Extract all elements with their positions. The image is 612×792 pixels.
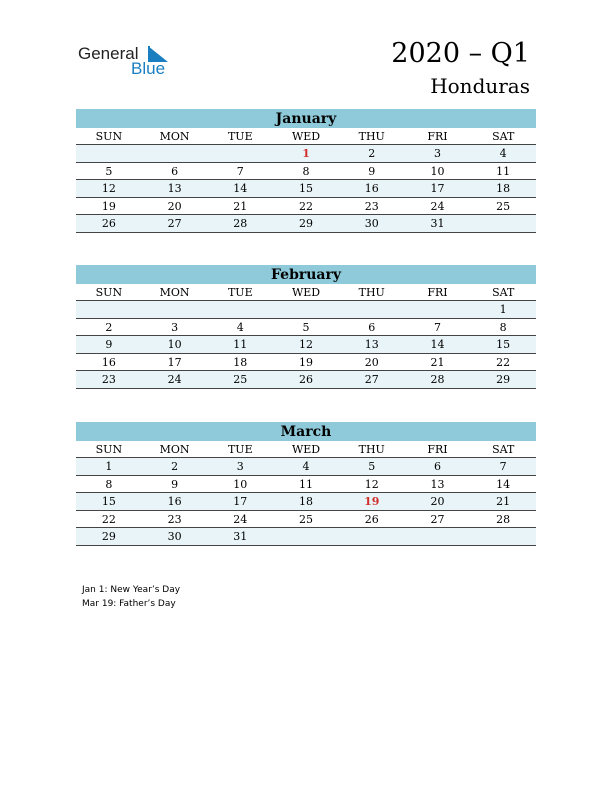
day-cell: 5 [105,164,113,178]
week-row [76,215,536,233]
weekday-label: SAT [492,130,515,143]
day-cell [405,301,471,318]
day-cell [142,145,208,162]
day-cell: 28 [496,512,511,526]
day-cell: 22 [299,199,314,213]
weekday-label: THU [358,443,385,456]
day-cell: 21 [430,355,445,369]
day-cell: 18 [496,182,511,195]
week-row [76,301,536,319]
day-cell: 29 [496,373,511,386]
day-cell: 2 [368,147,376,160]
week-row [76,354,536,372]
month-title: January [76,109,536,128]
day-cell [339,301,405,318]
day-cell: 12 [101,182,116,195]
holiday-note: Jan 1: New Year’s Day [82,585,181,595]
day-cell: 17 [167,355,182,369]
weekday-label: SUN [95,443,123,456]
weekday-label: THU [358,286,385,299]
day-cell: 16 [101,355,116,369]
day-cell: 15 [496,338,511,351]
day-cell [207,145,273,162]
day-cell: 7 [433,320,441,334]
day-cell: 13 [430,477,445,491]
day-cell: 22 [101,512,116,526]
weekday-row [76,284,536,301]
day-cell [273,301,339,318]
day-cell: 25 [299,512,314,526]
day-cell: 10 [233,477,248,491]
weekday-label: SUN [95,286,123,299]
day-cell: 8 [499,320,507,334]
day-cell: 1 [499,303,507,316]
day-cell: 27 [364,373,379,386]
day-cell [76,301,142,318]
day-cell: 16 [364,182,379,195]
day-cell: 8 [302,164,310,178]
week-row [76,180,536,198]
day-cell [405,528,471,545]
day-cell: 11 [233,338,248,351]
day-cell: 22 [496,355,511,369]
day-cell: 20 [364,355,379,369]
week-row [76,493,536,511]
day-cell: 24 [430,199,445,213]
day-cell: 6 [171,164,179,178]
day-cell: 5 [302,320,310,334]
day-cell: 18 [299,495,314,508]
day-cell: 21 [233,199,248,213]
weekday-label: FRI [427,286,448,299]
day-cell: 2 [105,320,113,334]
day-cell: 31 [233,530,248,543]
day-cell: 15 [299,182,314,195]
day-cell: 9 [171,477,179,491]
day-cell: 24 [167,373,182,386]
holiday-day-cell: 1 [302,147,310,160]
day-cell: 26 [364,512,379,526]
day-cell: 3 [171,320,179,334]
day-cell: 7 [236,164,244,178]
day-cell: 27 [167,217,182,230]
day-cell: 23 [364,199,379,213]
day-cell: 19 [101,199,116,213]
day-cell: 28 [233,217,248,230]
day-cell: 14 [430,338,445,351]
week-row [76,371,536,389]
weekday-label: TUE [227,130,253,143]
day-cell: 14 [233,182,248,195]
day-cell: 13 [364,338,379,351]
day-cell: 25 [496,199,511,213]
day-cell: 26 [101,217,116,230]
month-february [76,265,536,389]
day-cell: 16 [167,495,182,508]
brand-general: General [78,44,139,63]
day-cell: 9 [105,338,113,351]
day-cell: 6 [368,320,376,334]
month-title: March [76,422,536,441]
day-cell [207,301,273,318]
month-title: February [76,265,536,284]
day-cell: 8 [105,477,113,491]
day-cell [76,145,142,162]
day-cell: 11 [299,477,314,491]
day-cell: 2 [171,460,179,473]
weekday-row [76,128,536,145]
week-row [76,145,536,163]
day-cell: 17 [430,182,445,195]
weekday-row [76,441,536,458]
weekday-label: SAT [492,443,515,456]
week-row [76,528,536,546]
day-cell: 20 [167,199,182,213]
week-row [76,198,536,216]
day-cell: 4 [499,147,507,160]
day-cell: 27 [430,512,445,526]
day-cell: 28 [430,373,445,386]
day-cell: 29 [101,530,116,543]
weekday-label: TUE [227,286,253,299]
day-cell: 9 [368,164,376,178]
day-cell: 21 [496,495,511,508]
week-row [76,319,536,337]
weekday-label: TUE [227,443,253,456]
weekday-label: WED [291,130,321,143]
day-cell: 25 [233,373,248,386]
weekday-label: MON [159,286,190,299]
day-cell: 29 [299,217,314,230]
day-cell: 17 [233,495,248,508]
brand-blue: Blue [131,59,166,78]
week-row [76,476,536,494]
day-cell: 12 [364,477,379,491]
day-cell: 10 [167,338,182,351]
country-name: Honduras [430,74,530,98]
day-cell: 23 [167,512,182,526]
day-cell: 18 [233,355,248,369]
weekday-label: MON [159,443,190,456]
weekday-label: MON [159,130,190,143]
day-cell: 6 [433,460,441,473]
day-cell: 26 [299,373,314,386]
day-cell: 3 [433,147,441,160]
weekday-label: THU [358,130,385,143]
week-row [76,458,536,476]
day-cell [339,528,405,545]
week-row [76,163,536,181]
day-cell [273,528,339,545]
weekday-label: WED [291,286,321,299]
weekday-label: SUN [95,130,123,143]
day-cell: 3 [236,460,244,473]
day-cell: 10 [430,164,445,178]
day-cell: 12 [299,338,314,351]
day-cell: 4 [302,460,310,473]
day-cell: 23 [101,373,116,386]
day-cell: 1 [105,460,113,473]
day-cell [470,215,536,232]
holiday-note: Mar 19: Father’s Day [82,599,176,609]
weekday-label: FRI [427,130,448,143]
week-row [76,511,536,529]
day-cell [470,528,536,545]
day-cell: 20 [430,495,445,508]
day-cell: 19 [299,355,314,369]
day-cell: 13 [167,182,182,195]
weekday-label: WED [291,443,321,456]
day-cell: 30 [167,530,182,543]
week-row [76,336,536,354]
day-cell: 31 [430,217,445,230]
day-cell: 4 [236,320,244,334]
holiday-notes [82,583,180,611]
holiday-day-cell: 19 [364,495,380,508]
day-cell: 7 [499,460,507,473]
day-cell: 14 [496,477,511,491]
page-title: 2020 – Q1 [391,38,530,69]
month-march [76,422,536,546]
day-cell: 5 [368,460,376,473]
month-january [76,109,536,233]
day-cell: 15 [101,495,116,508]
day-cell: 11 [496,164,511,178]
day-cell [142,301,208,318]
day-cell: 30 [364,217,379,230]
weekday-label: SAT [492,286,515,299]
weekday-label: FRI [427,443,448,456]
day-cell: 24 [233,512,248,526]
